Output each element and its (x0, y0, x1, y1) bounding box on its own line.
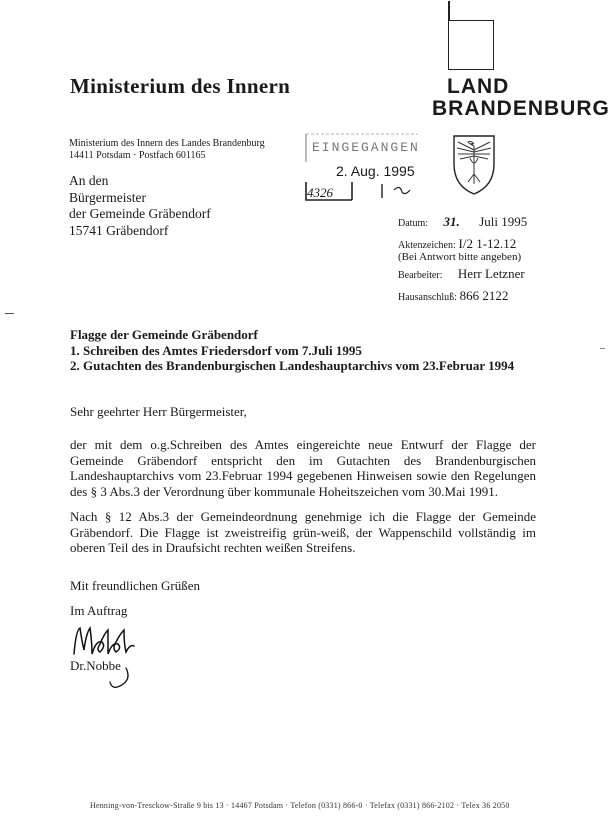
sender-line: Ministerium des Innern des Landes Brandenburg (69, 138, 265, 149)
subject-block (70, 327, 514, 374)
land-line1: LAND (447, 75, 510, 98)
sender-line: 14411 Potsdam · Postfach 601165 (69, 150, 206, 161)
closing: Mit freundlichen Grüßen (70, 578, 200, 593)
recipient-line: An den (69, 173, 109, 188)
aktenzeichen-value: I/2 1-12.12 (458, 236, 517, 251)
subject-line: Flagge der Gemeinde Gräbendorf (70, 327, 258, 342)
hausanschluss-row (398, 288, 508, 304)
land-brandenburg-logo (432, 76, 610, 120)
recipient-address (69, 173, 211, 239)
subject-line: 1. Schreiben des Amtes Friedersdorf vom 7.Juli 1995 (70, 342, 362, 358)
hausanschluss-label: Hausanschluß: (398, 292, 457, 303)
body-paragraph: Nach § 12 Abs.3 der Gemeindeordnung genehmige ich die Flagge der Gemeinde Gräbendorf. Die Flagge ist zweistreifig grün-weiß, der Wappenschild vollständig im oberen Teil des in Draufsicht rechten weißen Streifens. (70, 509, 536, 555)
salutation: Sehr geehrter Herr Bürgermeister, (70, 404, 247, 419)
fold-mark (5, 313, 14, 314)
sender-address (69, 138, 265, 162)
im-auftrag: Im Auftrag (70, 603, 128, 618)
date-value: Juli 1995 (479, 214, 528, 229)
handwritten-signature (68, 620, 148, 692)
ministry-title: Ministerium des Innern (70, 74, 291, 98)
aktenzeichen-note: (Bei Antwort bitte angeben) (398, 251, 522, 263)
hausanschluss-value: 866 2122 (459, 288, 509, 303)
bearbeiter-value: Herr Letzner (457, 266, 525, 281)
logo-frame (448, 20, 494, 70)
aktenzeichen-label: Aktenzeichen: (398, 240, 456, 251)
stamp-number: 4326 (307, 185, 333, 200)
date-label: Datum: (398, 218, 428, 229)
fold-mark (600, 348, 605, 349)
date-day: 31. (443, 214, 460, 229)
aktenzeichen-row (398, 236, 516, 252)
signer-name: Dr.Nobbe (70, 658, 121, 673)
stamp-date: 2. Aug. 1995 (336, 163, 415, 179)
stamp-eingang: EINGEGANGEN (312, 140, 420, 155)
date-row (398, 214, 527, 230)
land-line2: BRANDENBURG (432, 97, 610, 120)
footer-address: Henning-von-Tresckow-Straße 9 bis 13 · 14467 Potsdam · Telefon (0331) 866-0 · Telefax (0331) 866-2102 · Telex 36 2050 (90, 801, 510, 810)
bearbeiter-row (398, 266, 525, 282)
recipient-line: der Gemeinde Gräbendorf (69, 206, 211, 221)
receipt-stamp (304, 132, 422, 206)
recipient-line: 15741 Gräbendorf (69, 222, 169, 238)
recipient-line: Bürgermeister (69, 189, 146, 205)
body-paragraph: der mit dem o.g.Schreiben des Amtes eingereichte neue Entwurf der Flagge der Gemeinde Gräbendorf entspricht den im Gutachten des Brandenburgischen Landeshauptarchivs vom 23.Februar 1994 gegebenen Hinweisen sowie den Regelungen des § 3 Abs.3 der Verordnung über kommunale Hoheitszeichen vom 30.Mai 1991. (70, 437, 536, 499)
bearbeiter-label: Bearbeiter: (398, 270, 443, 281)
subject-line: 2. Gutachten des Brandenburgischen Landeshauptarchivs vom 23.Februar 1994 (70, 358, 515, 373)
eagle-crest-icon (446, 128, 502, 196)
